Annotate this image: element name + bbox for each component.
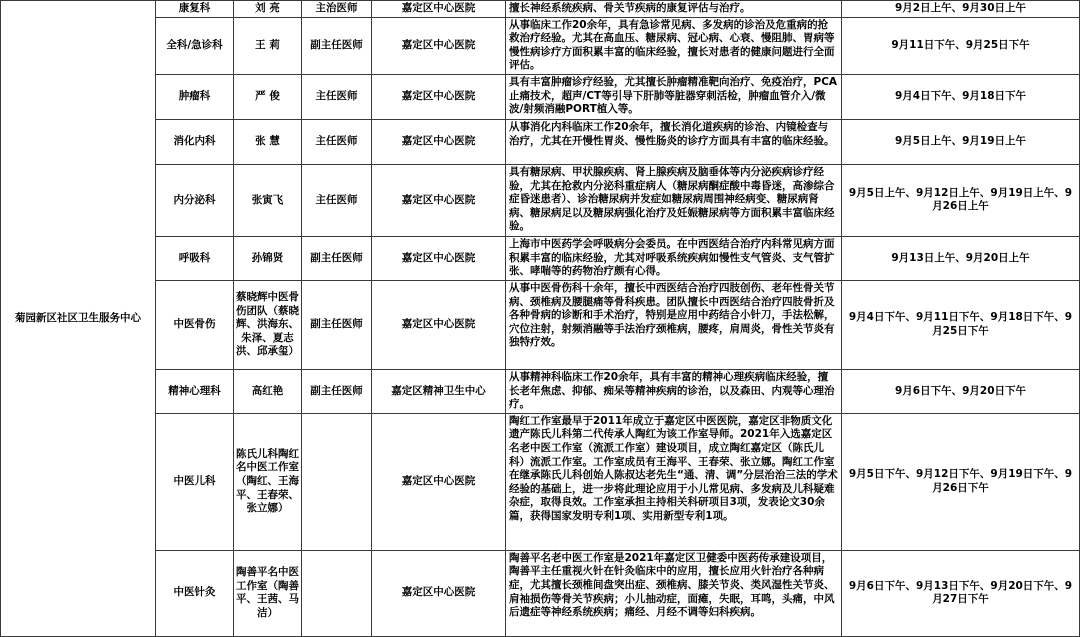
description-cell: 上海市中医药学会呼吸病分会委员。在中西医结合治疗内科常见病方面积累丰富的临床经验，尤其对呼吸系统疾病如慢性支气管炎、支气管扩张、哮喘等的药物治疗颇有心得。: [506, 236, 842, 280]
hospital-cell: 嘉定区中心医院: [372, 119, 506, 164]
schedule-cell: 9月4日下午、9月11日下午、9月18日下午、9月25日下午: [842, 280, 1080, 369]
doctor-name-cell: 陶善平名中医工作室（陶善平、王茜、马洁）: [234, 550, 302, 636]
table-row: [1, 119, 1080, 164]
description-cell: 陶红工作室最早于2011年成立于嘉定区中医医院，嘉定区非物质文化遗产陈氏儿科第二代传承人陶红为该工作室导师。2021年入选嘉定区名老中医工作室（流派工作室）建设项目，成立陶红嘉定区（陈氏儿科）流派工作室。工作室成员有王海平、王春荣、张立娜。陶红工作室在继承陈氏儿科创始人陈叔达老先生“通、清、调”分层治治三法的学术经验的基础上，进一步将此理论应用于小儿常见病、多发病及儿科疑难杂症，取得良效。工作室承担主持相关科研项目3项，发表论文30余篇，获得国家发明专利1项、实用新型专利1项。: [506, 413, 842, 550]
organization-cell: 菊园新区社区卫生服务中心: [1, 1, 156, 637]
table-row: [1, 413, 1080, 550]
table-row: [1, 164, 1080, 236]
doctor-name-cell: 王 莉: [234, 17, 302, 74]
schedule-cell: 9月2日上午、9月30日上午: [842, 1, 1080, 18]
table-row: [1, 369, 1080, 413]
hospital-cell: 嘉定区中心医院: [372, 164, 506, 236]
schedule-cell: 9月13日上午、9月20日上午: [842, 236, 1080, 280]
description-cell: 陶善平名老中医工作室是2021年嘉定区卫健委中医药传承建设项目，陶善平主任重视火针在针灸临床中的应用，擅长应用火针治疗各种病症，尤其擅长颈椎间盘突出症、颈椎病、膝关节炎、类风湿性关节炎、肩袖损伤等骨关节疾病；小儿抽动症，面瘫，失眠，耳鸣，头痛，中风后遗症等神经系统疾病；痛经、月经不调等妇科疾病。: [506, 550, 842, 636]
hospital-cell: 嘉定区精神卫生中心: [372, 369, 506, 413]
table-row: [1, 550, 1080, 636]
doctor-name-cell: 张 慧: [234, 119, 302, 164]
schedule-cell: 9月5日下午、9月12日下午、9月19日下午、9月26日下午: [842, 413, 1080, 550]
title-cell: 主任医师: [302, 74, 372, 119]
description-cell: 具有糖尿病、甲状腺疾病、肾上腺疾病及脑垂体等内分泌疾病诊疗经验，尤其在抢救内分泌科重症病人（糖尿病酮症酸中毒昏迷，高渗综合症昏迷患者）、诊治糖尿病并发症如糖尿病周围神经病变、糖尿病肾病、糖尿病足以及糖尿病强化治疗及妊娠糖尿病等方面积累丰富临床经验。: [506, 164, 842, 236]
title-cell: 副主任医师: [302, 280, 372, 369]
hospital-cell: 嘉定区中心医院: [372, 280, 506, 369]
description-cell: 具有丰富肿瘤诊疗经验，尤其擅长肿瘤精准靶向治疗、免疫治疗，PCA止痛技术，超声/CT等引导下肝肺等脏器穿刺活检，肿瘤血管介入/微波/射频消融PORT植入等。: [506, 74, 842, 119]
schedule-cell: 9月4日下午、9月18日下午: [842, 74, 1080, 119]
title-cell: 副主任医师: [302, 17, 372, 74]
doctor-name-cell: 孙锦贤: [234, 236, 302, 280]
dept-cell: 中医骨伤: [156, 280, 234, 369]
dept-cell: 消化内科: [156, 119, 234, 164]
dept-cell: 呼吸科: [156, 236, 234, 280]
title-cell: 副主任医师: [302, 369, 372, 413]
hospital-cell: 嘉定区中心医院: [372, 1, 506, 18]
dept-cell: 全科/急诊科: [156, 17, 234, 74]
description-cell: 从事临床工作20余年，具有急诊常见病、多发病的诊治及危重病的抢救治疗经验。尤其在高血压、糖尿病、冠心病、心衰、慢阻肺、胃病等慢性病诊疗方面积累丰富的临床经验，擅长对患者的健康问题进行全面评估。: [506, 17, 842, 74]
table-row: [1, 1, 1080, 18]
description-cell: 从事中医骨伤科十余年，擅长中西医结合治疗四肢创伤、老年性骨关节病、颈椎病及腰腿痛等骨科疾患。团队擅长中西医结合治疗四肢骨折及各种骨病的诊断和手术治疗，特别是应用中药结合小针刀，手法松解，穴位注射，射频消融等手法治疗颈椎病，腰疼，肩周炎，骨性关节炎有独特疗效。: [506, 280, 842, 369]
table-row: [1, 236, 1080, 280]
title-cell: [302, 550, 372, 636]
dept-cell: 精神心理科: [156, 369, 234, 413]
dept-cell: 中医针灸: [156, 550, 234, 636]
title-cell: 主任医师: [302, 119, 372, 164]
schedule-cell: 9月6日下午、9月13日下午、9月20日下午、9月27日下午: [842, 550, 1080, 636]
doctor-name-cell: 张寅飞: [234, 164, 302, 236]
table-row: [1, 17, 1080, 74]
description-cell: 擅长神经系统疾病、骨关节疾病的康复评估与治疗。: [506, 1, 842, 18]
schedule-cell: 9月6日下午、9月20日下午: [842, 369, 1080, 413]
schedule-cell: 9月11日下午、9月25日下午: [842, 17, 1080, 74]
dept-cell: 内分泌科: [156, 164, 234, 236]
table-row: [1, 280, 1080, 369]
doctor-name-cell: 刘 亮: [234, 1, 302, 18]
description-cell: 从事精神科临床工作20余年，具有丰富的精神心理疾病临床经验，擅长老年焦虑、抑郁、痴呆等精神疾病的诊治，以及森田、内观等心理治疗。: [506, 369, 842, 413]
dept-cell: 肿瘤科: [156, 74, 234, 119]
title-cell: [302, 413, 372, 550]
doctor-name-cell: 严 俊: [234, 74, 302, 119]
title-cell: 主治医师: [302, 1, 372, 18]
description-cell: 从事消化内科临床工作20余年，擅长消化道疾病的诊治、内镜检查与治疗，尤其在开慢性胃炎、慢性肠炎的诊疗方面具有丰富的临床经验。: [506, 119, 842, 164]
schedule-cell: 9月5日上午、9月12日上午、9月19日上午、9月26日上午: [842, 164, 1080, 236]
dept-cell: 中医儿科: [156, 413, 234, 550]
hospital-cell: 嘉定区中心医院: [372, 413, 506, 550]
title-cell: 主任医师: [302, 164, 372, 236]
doctor-name-cell: 陈氏儿科陶红名中医工作室（陶红、王海平、王春荣、张立娜）: [234, 413, 302, 550]
hospital-cell: 嘉定区中心医院: [372, 550, 506, 636]
hospital-cell: 嘉定区中心医院: [372, 236, 506, 280]
schedule-cell: 9月5日上午、9月19日上午: [842, 119, 1080, 164]
doctor-name-cell: 高红艳: [234, 369, 302, 413]
table-row: [1, 74, 1080, 119]
title-cell: 副主任医师: [302, 236, 372, 280]
hospital-cell: 嘉定区中心医院: [372, 17, 506, 74]
dept-cell: 康复科: [156, 1, 234, 18]
doctor-name-cell: 蔡晓辉中医骨伤团队（蔡晓辉、洪海东、朱泽、夏志洪、邱承玺）: [234, 280, 302, 369]
hospital-cell: 嘉定区中心医院: [372, 74, 506, 119]
